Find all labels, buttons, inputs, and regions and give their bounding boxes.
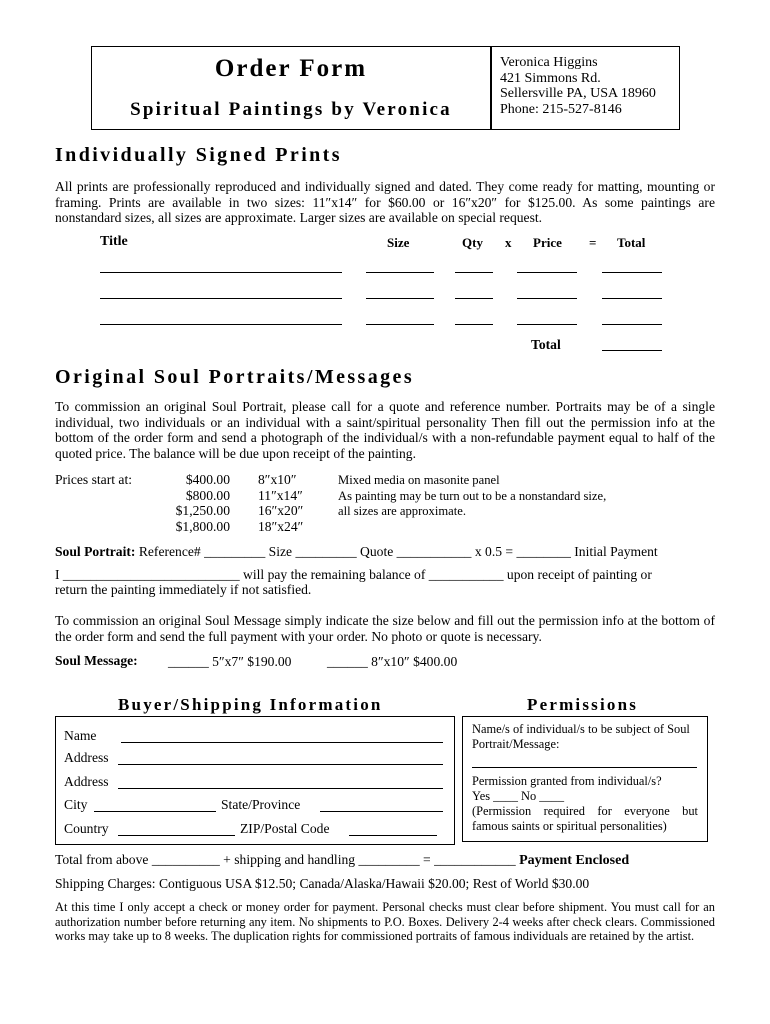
permission-note: (Permission required for everyone but famous saints or spiritual personalities): [472, 804, 698, 833]
title-field[interactable]: [100, 272, 342, 273]
footer-terms: At this time I only accept a check or money order for payment. Personal checks must clear before shipment. You must call for an authorization number before returning any item. No shipments to P.O. Boxes. Delivery 2-4 weeks after check clears. Commissioned works may take up to 8 weeks. The duplication rights for commissioned portraits of famous individuals are retained by the artist.: [55, 900, 715, 943]
state-label: State/Province: [221, 797, 301, 812]
price-field[interactable]: [517, 272, 577, 273]
soul-message-label: [55, 653, 138, 669]
price-value: $400.00: [185, 472, 230, 487]
qty-field[interactable]: [455, 272, 493, 273]
portraits-section-title: Original Soul Portraits/Messages: [55, 366, 414, 388]
qty-field[interactable]: [455, 324, 493, 325]
permission-subject-field[interactable]: [472, 767, 697, 768]
name-field[interactable]: [121, 742, 443, 743]
price-value: $1,800.00: [175, 519, 230, 535]
page-title: Order Form: [214, 55, 368, 82]
zip-field[interactable]: [349, 835, 437, 836]
prices-label: Prices start at:: [55, 472, 133, 487]
size-field[interactable]: [366, 272, 434, 273]
size-list: [258, 472, 303, 535]
remaining-balance-line[interactable]: I __________________________ will pay the remaining balance of ___________ upon receipt of painting or: [55, 567, 652, 582]
portraits-intro: To commission an original Soul Portrait, please call for a quote and reference number. Portraits may be of a single individual, two individuals or an individual with a saint/spiritual personality Then fill out the permission info at the bottom of the order form and send a photograph of the individual/s with a non-refundable payment equal to half of the quoted price. The balance will be due upon receipt of the painting.: [55, 399, 715, 461]
permissions-box: [462, 716, 708, 842]
soul-portrait-row[interactable]: [55, 544, 658, 560]
shipping-charges: Shipping Charges: Contiguous USA $12.50; Canada/Alaska/Hawaii $20.00; Rest of World $30.00: [55, 876, 590, 891]
total-field[interactable]: [602, 272, 662, 273]
price-value: $800.00: [185, 487, 230, 503]
address2-label: Address: [64, 774, 109, 789]
col-qty: Qty: [462, 235, 483, 250]
col-equals: =: [589, 235, 597, 250]
col-title: Title: [100, 234, 128, 249]
price-list: [160, 472, 230, 535]
title-field[interactable]: [100, 324, 342, 325]
name-label: Name: [64, 728, 97, 743]
col-total: Total: [617, 235, 646, 250]
soul-portrait-label: Soul Portrait:: [55, 544, 136, 559]
permission-subject-text: Name/s of individual/s to be subject of Soul Portrait/Message:: [472, 722, 690, 751]
col-x: x: [505, 235, 512, 250]
title-field[interactable]: [100, 298, 342, 299]
city-label: City: [64, 797, 88, 812]
header-box: [91, 46, 680, 130]
message-intro: To commission an original Soul Message simply indicate the size below and fill out the permission info at the bottom of the order form and send the full payment with your order. No photo or quote is necessary.: [55, 613, 715, 644]
city-field[interactable]: [94, 811, 216, 812]
permission-granted-text: Permission granted from individual/s?: [472, 774, 662, 788]
address1-label: Address: [64, 750, 109, 765]
prints-section-title: Individually Signed Prints: [55, 144, 342, 166]
zip-label: ZIP/Postal Code: [240, 821, 330, 836]
total-field[interactable]: [602, 324, 662, 325]
prints-intro: All prints are professionally reproduced and individually signed and dated. They come ready for matting, mounting or framing. Prints are available in two sizes: 11″x14″ for $60.00 or 16″x20″ for $125.00. As some paintings are nonstandard sizes, all sizes are approximate. Larger sizes are available on special request.: [55, 179, 715, 225]
soul-portrait-fields[interactable]: Reference# _________ Size _________ Quote ___________ x 0.5 = ________ Initial Payment: [138, 544, 658, 559]
address2-field[interactable]: [118, 788, 443, 789]
address1-field[interactable]: [118, 764, 443, 765]
col-size: Size: [387, 235, 410, 250]
size-field[interactable]: [366, 298, 434, 299]
size-value: 16″x20″: [258, 503, 304, 519]
totals-line[interactable]: [55, 852, 629, 869]
total-field[interactable]: [602, 298, 662, 299]
price-value: $1,250.00: [175, 503, 230, 519]
page-subtitle: Spiritual Paintings by Veronica: [130, 99, 452, 120]
state-field[interactable]: [320, 811, 443, 812]
message-option-8x10[interactable]: ______ 8″x10″ $400.00: [327, 654, 458, 669]
price-field[interactable]: [517, 298, 577, 299]
buyer-section-title: Buyer/Shipping Information: [118, 695, 383, 714]
message-option-5x7[interactable]: ______ 5″x7″ $190.00: [168, 654, 292, 669]
country-field[interactable]: [118, 835, 235, 836]
qty-field[interactable]: [455, 298, 493, 299]
address-line: 421 Simmons Rd.: [500, 70, 601, 86]
size-value: 8″x10″: [258, 472, 297, 487]
contact-address: [500, 55, 656, 117]
remaining-balance-line2: return the painting immediately if not satisfied.: [55, 582, 312, 597]
col-price: Price: [533, 235, 562, 250]
totals-fields[interactable]: Total from above __________ + shipping and handling _________ = ____________: [55, 852, 516, 867]
note-line: all sizes are approximate.: [338, 504, 466, 518]
soul-message-label-text: Soul Message:: [55, 653, 138, 668]
prints-total-field[interactable]: [602, 350, 662, 351]
size-value: 11″x14″: [258, 487, 303, 503]
address-line: Veronica Higgins: [500, 55, 598, 70]
permission-yes-no[interactable]: Yes ____ No ____: [472, 789, 565, 803]
payment-enclosed-label: Payment Enclosed: [519, 853, 630, 868]
size-field[interactable]: [366, 324, 434, 325]
permissions-section-title: Permissions: [527, 695, 639, 714]
size-value: 18″x24″: [258, 519, 304, 535]
prints-total-label: Total: [531, 337, 561, 352]
portrait-notes: [338, 473, 606, 520]
price-field[interactable]: [517, 324, 577, 325]
note-line: As painting may be turn out to be a nonstandard size,: [338, 488, 607, 503]
note-line: Mixed media on masonite panel: [338, 473, 500, 487]
header-divider: [490, 47, 492, 129]
address-line: Sellersville PA, USA 18960: [500, 86, 656, 101]
buyer-box: [55, 716, 455, 845]
address-line: Phone: 215-527-8146: [500, 101, 622, 117]
country-label: Country: [64, 821, 109, 836]
